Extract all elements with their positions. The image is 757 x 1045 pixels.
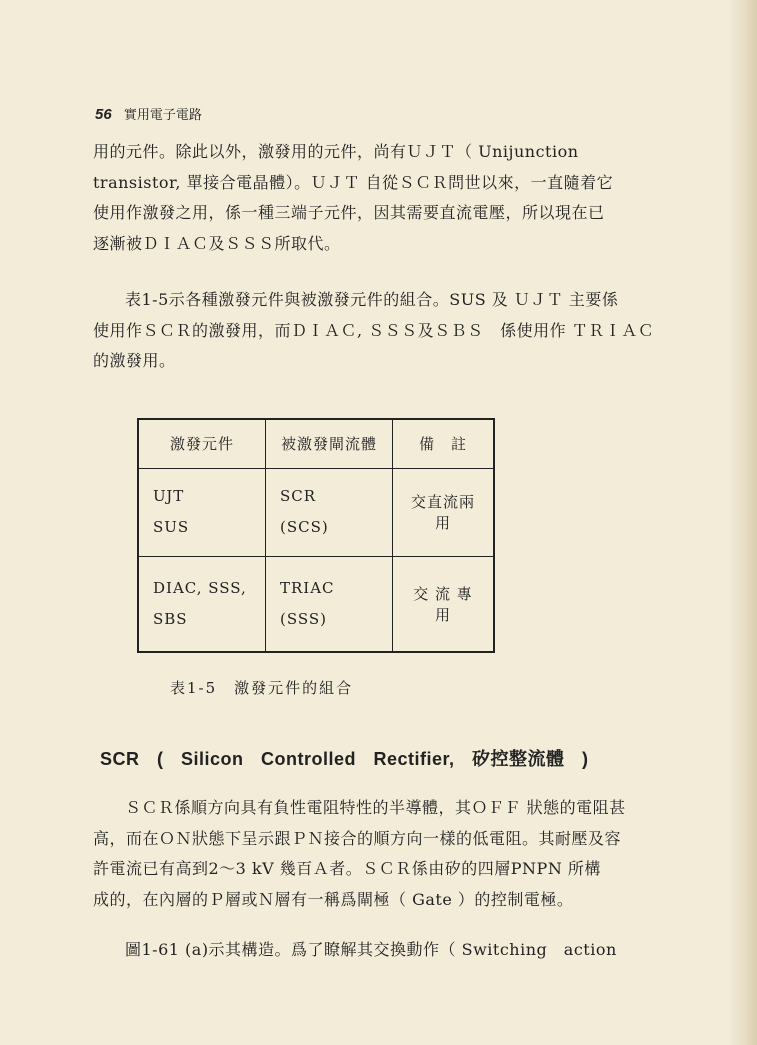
paragraph-3 (93, 793, 668, 915)
column-header: 被激發閘流體 (266, 419, 393, 468)
section-heading: SCR ( Silicon Controlled Rectifier, 矽控整流體 ) (100, 749, 589, 769)
page-edge-shadow (729, 0, 757, 1045)
table-cell: 交直流兩用 (393, 468, 495, 556)
text-line: 的激發用。 (93, 351, 176, 370)
cell-text: DIAC, SSS, (153, 578, 247, 597)
table-header-row (138, 419, 494, 468)
cell-text: SCR (280, 487, 317, 505)
text-line: 圖1-61 (a)示其構造。爲了瞭解其交換動作（ Switching action (125, 940, 617, 959)
table-row (138, 556, 494, 652)
page-number: 56 (95, 106, 112, 123)
cell-text: UJT (153, 487, 185, 505)
cell-text: SBS (153, 609, 188, 628)
trigger-device-table (137, 418, 495, 653)
text-line: 使用作ＳＣＲ的激發用，而ＤＩＡＣ, ＳＳＳ及ＳＢＳ 係使用作 ＴＲＩＡＣ (93, 320, 655, 340)
cell-text: SUS (153, 518, 190, 536)
column-header: 激發元件 (138, 419, 266, 468)
table-row (138, 468, 494, 556)
text-line: ＳＣＲ係順方向具有負性電阻特性的半導體，其ＯＦＦ 狀態的電阻甚 (125, 798, 626, 817)
running-header (95, 104, 202, 123)
table-cell: 交 流 專 用 (393, 556, 495, 652)
table-caption: 表1-5 激發元件的組合 (170, 679, 354, 697)
table-cell (138, 468, 266, 556)
table-cell (266, 556, 393, 652)
cell-text: TRIAC (280, 578, 335, 597)
text-line: 成的，在內層的Ｐ層或Ｎ層有一稱爲閘極（ Gate ）的控制電極。 (93, 889, 574, 909)
text-line: 用的元件。除此以外，激發用的元件，尚有ＵＪＴ（ Unijunction (93, 142, 579, 161)
paragraph-4 (93, 935, 668, 966)
paragraph-2 (93, 285, 668, 377)
text-line: 逐漸被ＤＩＡＣ及ＳＳＳ所取代。 (93, 233, 341, 253)
cell-text: (SCS) (280, 518, 329, 536)
table-cell (266, 468, 393, 556)
text-line: 使用作激發之用，係一種三端子元件，因其需要直流電壓，所以現在已 (93, 203, 605, 222)
paragraph-1 (93, 137, 668, 259)
text-line: 表1-5示各種激發元件與被激發元件的組合。SUS 及 ＵＪＴ 主要係 (125, 290, 619, 309)
text-line: transistor, 單接合電晶體）。ＵＪＴ 自從ＳＣＲ問世以來，一直隨着它 (93, 172, 614, 192)
column-header: 備 註 (393, 419, 495, 468)
book-title: 實用電子電路 (123, 108, 202, 123)
text-line: 許電流已有高到2～3 kV 幾百Ａ者。ＳＣＲ係由矽的四層PNPN 所構 (93, 859, 601, 878)
text-line: 高，而在ＯＮ狀態下呈示跟ＰＮ接合的順方向一樣的低電阻。其耐壓及容 (93, 828, 622, 848)
cell-text: (SSS) (280, 609, 328, 628)
table-cell (138, 556, 266, 652)
